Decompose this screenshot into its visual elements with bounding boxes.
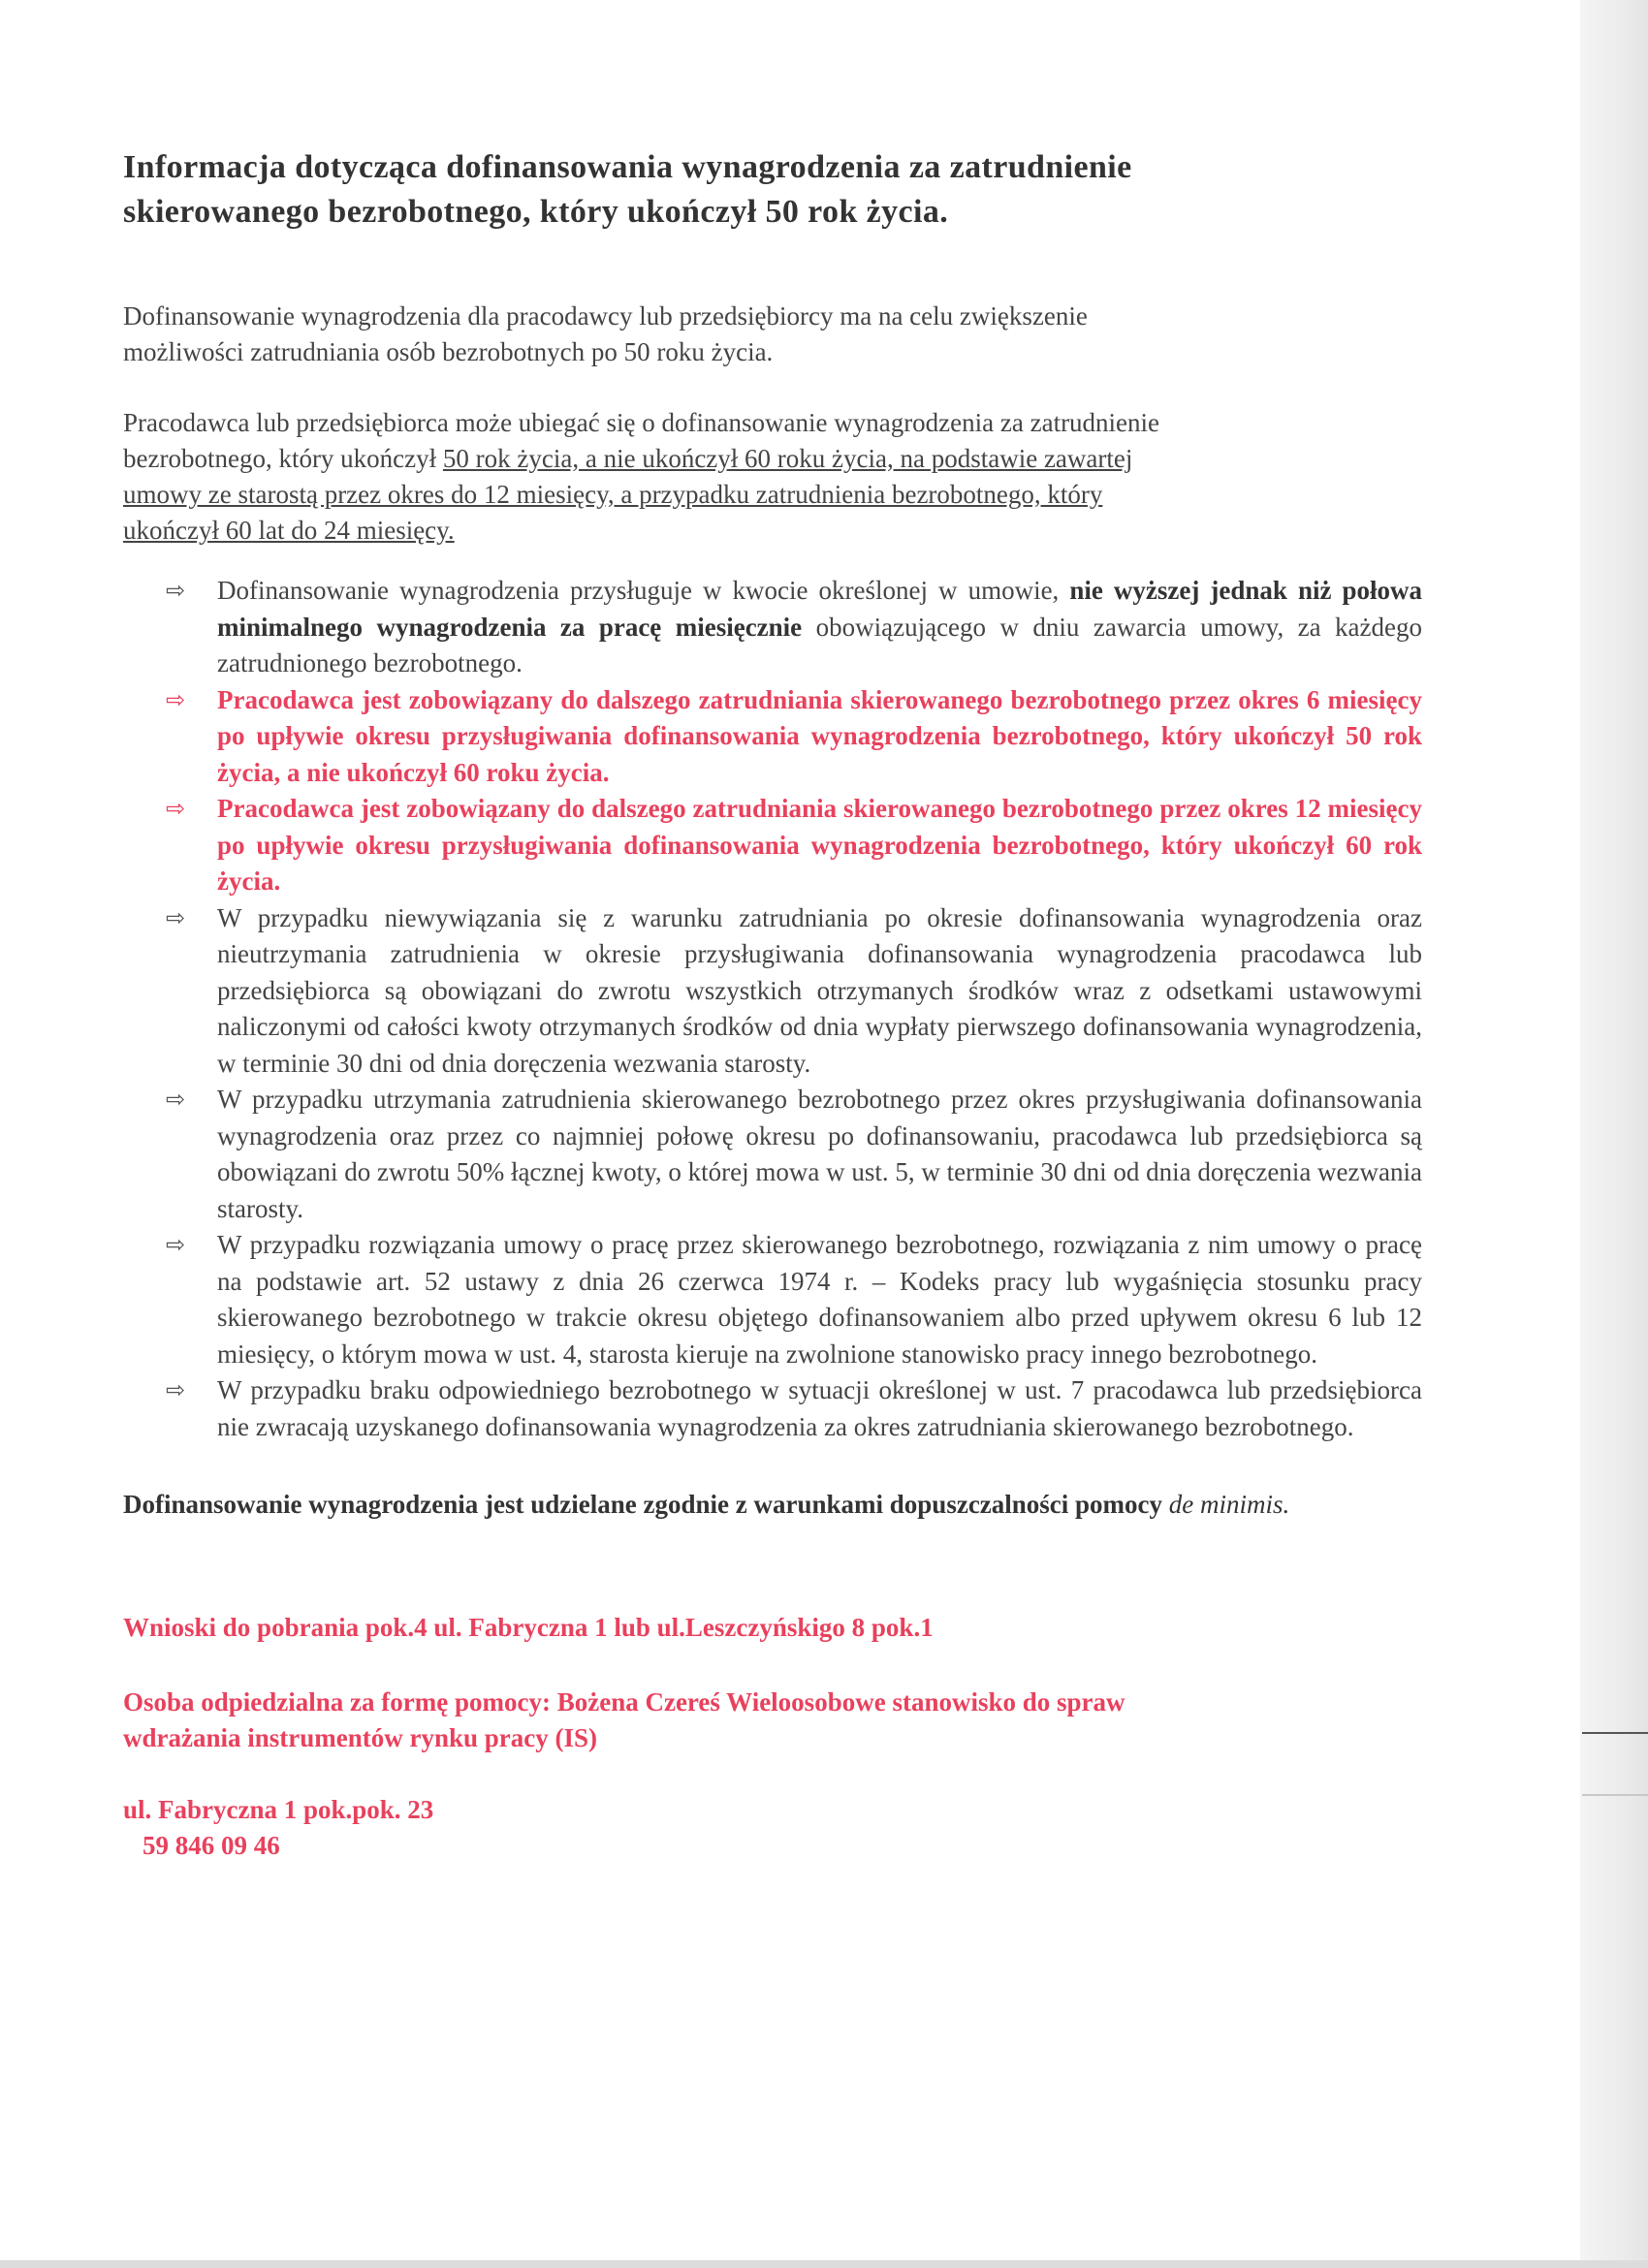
title-line-2: skierowanego bezrobotnego, który ukończył 50 rok życia. (123, 194, 949, 230)
bullet-4-text: W przypadku niewywiązania się z warunku zatrudniania po okresie dofinansowania wynagrodzenia oraz nieutrzymania zatrudnienia w okresie przysługiwania dofinansowania wynagrodzenia pracodawca lub przedsiębiorca są obowiązani do zwrotu wszystkich otrzymanych środków wraz z odsetkami ustawowymi naliczonymi od całości kwoty otrzymanych środków od dnia wypłaty pierwszego dofinansowania wynagrodzenia, w terminie 30 dni od dnia doręczenia wezwania starosty. (217, 902, 1422, 1078)
scan-edge-right (1580, 0, 1648, 2268)
conditions-list (123, 573, 1422, 1445)
scan-mark (1582, 1732, 1648, 1734)
scan-bottom-edge (0, 2260, 1648, 2268)
download-info: Wnioski do pobrania pok.4 ul. Fabryczna 1 lub ul.Leszczyńskigo 8 pok.1 (123, 1613, 934, 1642)
bullet-6-text: W przypadku rozwiązania umowy o pracę przez skierowanego bezrobotnego, rozwiązania z nim umowy o pracę na podstawie art. 52 ustawy z dnia 26 czerwca 1974 r. – Kodeks pracy lub wygaśnięcia stosunku pracy skierowanego bezrobotnego w trakcie okresu objętego dofinansowaniem albo przed upływem okresu 6 lub 12 miesięcy, o którym mowa w ust. 4, starosta kieruje na zwolnione stanowisko pracy innego bezrobotnego. (217, 1230, 1422, 1369)
bullet-1-text-end: obowiązującego w dniu zawarcia umowy, za każdego zatrudnionego bezrobotnego. (217, 612, 1423, 677)
list-item (123, 791, 1422, 900)
list-item (123, 1082, 1422, 1227)
document-page (123, 145, 1422, 1864)
intro-line-2: możliwości zatrudniania osób bezrobotnych po 50 roku życia. (123, 337, 774, 366)
arrow-right-icon: ⇨ (166, 577, 186, 604)
bullet-7-text: W przypadku braku odpowiedniego bezrobotnego w sytuacji określonej w ust. 7 pracodawca lub przedsiębiorca nie zwracają uzyskanego dofinansowania wynagrodzenia za okres zatrudniania skierowanego bezrobotnego. (217, 1375, 1422, 1441)
eligibility-paragraph (123, 405, 1422, 549)
bullet-3-text: Pracodawca jest zobowiązany do dalszego zatrudniania skierowanego bezrobotnego przez okres 12 miesięcy po upływie okresu przysługiwania dofinansowania wynagrodzenia bezrobotnego, który ukończył 60 rok życia. (217, 794, 1422, 896)
arrow-right-icon: ⇨ (166, 795, 186, 822)
list-item (123, 573, 1422, 682)
bullet-1-bold: nie wyższej jednak niż połowa minimalnego wynagrodzenia za pracę miesięcznie (217, 576, 1422, 642)
eligibility-line-3: umowy ze starostą przez okres do 12 miesięcy, a przypadku zatrudnienia bezrobotnego, który (123, 480, 1103, 509)
responsible-person (123, 1685, 1422, 1756)
responsible-person-line-2: wdrażania instrumentów rynku pracy (IS) (123, 1723, 598, 1752)
de-minimis-italic: de minimis. (1168, 1490, 1290, 1519)
bullet-5-text: W przypadku utrzymania zatrudnienia skierowanego bezrobotnego przez okres przysługiwania dofinansowania wynagrodzenia oraz przez co najmniej połowę okresu po dofinansowaniu, pracodawca lub przedsiębiorca są obowiązani do zwrotu 50% łącznej kwoty, o której mowa w ust. 5, w terminie 30 dni od dnia doręczenia wezwania starosty. (217, 1085, 1422, 1223)
document-title (123, 145, 1422, 235)
intro-line-1: Dofinansowanie wynagrodzenia dla pracodawcy lub przedsiębiorcy ma na celu zwiększenie (123, 301, 1088, 331)
intro-paragraph (123, 299, 1422, 370)
eligibility-line-2-underlined: 50 rok życia, a nie ukończył 60 roku życia, na podstawie zawartej (442, 444, 1133, 473)
bullet-1-text: Dofinansowanie wynagrodzenia przysługuje w kwocie określonej w umowie, (217, 576, 1070, 605)
contact-phone: 59 846 09 46 (143, 1831, 280, 1860)
list-item (123, 1227, 1422, 1372)
contact-block (123, 1792, 1422, 1864)
scan-mark (1582, 1794, 1648, 1796)
list-item (123, 900, 1422, 1083)
arrow-right-icon: ⇨ (166, 1086, 186, 1113)
arrow-right-icon: ⇨ (166, 1376, 186, 1403)
de-minimis-text: Dofinansowanie wynagrodzenia jest udzielane zgodnie z warunkami dopuszczalności pomocy (123, 1490, 1169, 1519)
arrow-right-icon: ⇨ (166, 903, 186, 931)
eligibility-line-1: Pracodawca lub przedsiębiorca może ubiegać się o dofinansowanie wynagrodzenia za zatrudnienie (123, 408, 1160, 437)
eligibility-line-4: ukończył 60 lat do 24 miesięcy. (123, 516, 455, 545)
eligibility-line-2: bezrobotnego, który ukończył (123, 444, 443, 473)
title-line-1: Informacja dotycząca dofinansowania wynagrodzenia za zatrudnienie (123, 149, 1132, 185)
contact-address: ul. Fabryczna 1 pok.pok. 23 (123, 1795, 434, 1824)
bullet-2-text: Pracodawca jest zobowiązany do dalszego zatrudniania skierowanego bezrobotnego przez okres 6 miesięcy po upływie okresu przysługiwania dofinansowania wynagrodzenia bezrobotnego, który ukończył 50 rok życia, a nie ukończył 60 roku życia. (217, 684, 1422, 787)
arrow-right-icon: ⇨ (166, 685, 186, 713)
responsible-person-line-1: Osoba odpiedzialna za formę pomocy: Bożena Czereś Wieloosobowe stanowisko do spraw (123, 1687, 1125, 1717)
de-minimis-note (123, 1487, 1422, 1523)
list-item (123, 682, 1422, 792)
list-item (123, 1372, 1422, 1445)
arrow-right-icon: ⇨ (166, 1231, 186, 1258)
